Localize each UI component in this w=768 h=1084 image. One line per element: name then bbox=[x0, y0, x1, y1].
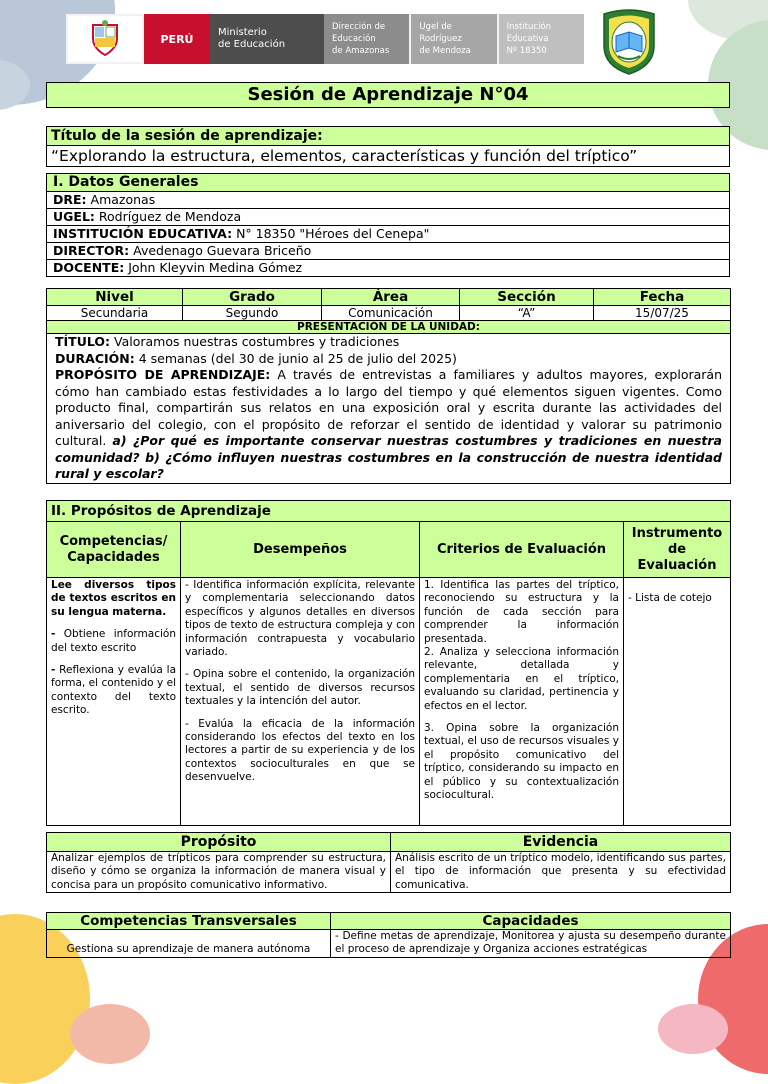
docente-value: John Kleyvin Medina Gómez bbox=[128, 260, 303, 275]
ministerio-label bbox=[210, 14, 324, 64]
ugel-value: Rodríguez de Mendoza bbox=[98, 209, 242, 224]
unit-questions: a) ¿Por qué es importante conservar nuestras costumbres y tradiciones en nuestra comunidad? b) ¿Cómo influyen nuestras costumbres en la construcción de nuestra identidad rural y escolar? bbox=[55, 433, 722, 481]
school-crest-icon bbox=[598, 6, 660, 76]
header-cell-institucion bbox=[497, 14, 584, 64]
desempeno-2: - Opina sobre el contenido, la organización textual, el sentido de diversos recursos textuales y la intención del autor. bbox=[185, 668, 415, 708]
criterio-3: 3. Opina sobre la organización textual, el uso de recursos visuales y el propósito comunicativo del tríptico, considerando su impacto en el público y su contextualización sociocultural. bbox=[424, 722, 619, 802]
header-cell-direccion bbox=[324, 14, 409, 64]
col-proposito: Propósito bbox=[47, 833, 391, 852]
transversal-capacidades: - Define metas de aprendizaje, Monitorea y ajusta su desempeño durante el proceso de aprendizaje y Organiza acciones estratégicas bbox=[331, 930, 731, 958]
unit-presentation-label: PRESENTACIÓN DE LA UNIDAD: bbox=[47, 321, 731, 334]
desempenos-cell bbox=[181, 578, 420, 826]
director-value: Avedenago Guevara Briceño bbox=[133, 243, 312, 258]
header-cell-ugel-line-2: de Mendoza bbox=[419, 46, 471, 56]
criterios-cell bbox=[420, 578, 624, 826]
peru-shield-icon bbox=[68, 16, 142, 62]
ugel-row bbox=[47, 209, 730, 226]
instrumento-cell: - Lista de cotejo bbox=[624, 578, 731, 826]
session-name-label: Título de la sesión de aprendizaje: bbox=[47, 127, 730, 146]
general-data-heading: I. Datos Generales bbox=[47, 174, 730, 192]
unit-duration-value: 4 semanas (del 30 de junio al 25 de julio del 2025) bbox=[138, 350, 457, 366]
general-data-table bbox=[46, 173, 730, 277]
dre-row bbox=[47, 192, 730, 209]
col-criterios: Criterios de Evaluación bbox=[420, 522, 624, 578]
capacidad-1 bbox=[51, 628, 176, 655]
value-fecha: 15/07/25 bbox=[594, 306, 731, 321]
col-capacidades: Capacidades bbox=[331, 913, 731, 930]
docente-row bbox=[47, 260, 730, 277]
value-area: Comunicación bbox=[322, 306, 460, 321]
unit-title-value: Valoramos nuestras costumbres y tradiciones bbox=[113, 334, 400, 349]
header-cell-direccion-line-2: de Amazonas bbox=[332, 46, 390, 56]
unit-title-label: TÍTULO: bbox=[55, 334, 110, 349]
col-instrumento: Instrumento de Evaluación bbox=[624, 522, 731, 578]
desempeno-3: - Evalúa la eficacia de la información considerando los efectos del texto en los lectores a partir de su experiencia y de los contextos socioculturales en que se desenvuelve. bbox=[185, 717, 415, 784]
unit-purpose-label: PROPÓSITO DE APRENDIZAJE: bbox=[55, 367, 271, 382]
proposito-text: Analizar ejemplos de trípticos para comprender su estructura, diseño y cómo se organiza la información de manera visual y concisa para un propósito comunicativo informativo. bbox=[47, 852, 391, 893]
transversal-table bbox=[46, 912, 731, 958]
ie-row bbox=[47, 226, 730, 243]
capacidad-1-text: Obtiene información del texto escrito bbox=[51, 628, 176, 654]
dre-label: DRE: bbox=[53, 192, 87, 207]
unit-presentation-text bbox=[47, 334, 731, 484]
header-nivel: Nivel bbox=[47, 289, 183, 306]
docente-label: DOCENTE: bbox=[53, 260, 125, 275]
learning-purposes-table bbox=[46, 500, 731, 826]
value-grado: Segundo bbox=[183, 306, 322, 321]
evidence-table bbox=[46, 832, 731, 893]
session-title: Sesión de Aprendizaje N°04 bbox=[46, 82, 730, 108]
header-fecha: Fecha bbox=[594, 289, 731, 306]
desempeno-1: - Identifica información explícita, relevante y complementaria seleccionando datos específicos y algunos detalles en diversos tipos de texto de estructura compleja y con información contrapuesta y vocabulario variado. bbox=[185, 579, 415, 659]
col-competencias: Competencias/ Capacidades bbox=[47, 522, 181, 578]
peru-label: PERÚ bbox=[144, 14, 210, 64]
header-cell-ugel bbox=[409, 14, 496, 64]
institution-header bbox=[66, 14, 584, 64]
competencia-text: Lee diversos tipos de textos escritos en su lengua materna. bbox=[51, 579, 176, 618]
decor-blob-peach bbox=[70, 1004, 150, 1064]
col-evidencia: Evidencia bbox=[391, 833, 731, 852]
learning-purposes-heading: II. Propósitos de Aprendizaje bbox=[47, 501, 731, 522]
header-cell-institucion-line-1: Institución Educativa bbox=[506, 22, 552, 44]
competencias-cell bbox=[47, 578, 181, 826]
capacidad-2-dash: - bbox=[51, 664, 56, 677]
header-cell-direccion-line-1: Dirección de Educación bbox=[332, 22, 386, 44]
capacidad-2 bbox=[51, 664, 176, 718]
evidencia-text: Análisis escrito de un tríptico modelo, identificando sus partes, el tipo de información que presenta y su efectividad comunicativa. bbox=[391, 852, 731, 893]
value-nivel: Secundaria bbox=[47, 306, 183, 321]
dre-value: Amazonas bbox=[90, 192, 156, 207]
header-cell-ugel-line-1: Ugel de Rodríguez bbox=[419, 22, 462, 44]
unit-purpose-value: A través de entrevistas a familiares y adultos mayores, explorarán cómo han cambiado estas festividades a lo largo del tiempo y qué elementos siguen vigentes. Como producto final, compartirán sus relatos en una exposición oral y escrita durante las actividades del aniversario del colegio, con el propósito de reforzar el sentido de identidad y valorar su patrimonio cultural. bbox=[55, 367, 722, 448]
unit-purpose-row bbox=[55, 367, 722, 483]
header-seccion: Sección bbox=[460, 289, 594, 306]
col-desempenos: Desempeños bbox=[181, 522, 420, 578]
header-area: Área bbox=[322, 289, 460, 306]
criterio-2: 2. Analiza y selecciona información relevante, detallada y complementaria en el tríptico, evaluando su claridad, pertinencia y efectos en el lector. bbox=[424, 646, 619, 712]
ministerio-line-2: de Educación bbox=[218, 39, 286, 50]
header-grado: Grado bbox=[183, 289, 322, 306]
session-name-value: “Explorando la estructura, elementos, características y función del tríptico” bbox=[47, 146, 730, 167]
header-cell-institucion-line-2: Nº 18350 bbox=[506, 46, 547, 56]
course-info-table bbox=[46, 288, 731, 484]
ugel-label: UGEL: bbox=[53, 209, 95, 224]
ie-label: INSTITUCIÓN EDUCATIVA: bbox=[53, 226, 233, 241]
unit-title-row bbox=[55, 334, 722, 351]
decor-blob-pink bbox=[658, 1004, 728, 1054]
director-row bbox=[47, 243, 730, 260]
value-seccion: “A” bbox=[460, 306, 594, 321]
unit-duration-row bbox=[55, 351, 722, 368]
transversal-competencia: Gestiona su aprendizaje de manera autónoma bbox=[47, 930, 331, 958]
director-label: DIRECTOR: bbox=[53, 243, 130, 258]
criterio-1: 1. Identifica las partes del tríptico, reconociendo su estructura y la función de cada sección para comprender la información presentada. bbox=[424, 579, 619, 645]
ie-value: N° 18350 "Héroes del Cenepa" bbox=[236, 226, 430, 241]
capacidad-2-text: Reflexiona y evalúa la forma, el contenido y el contexto del texto escrito. bbox=[51, 664, 177, 717]
ministerio-line-1: Ministerio bbox=[218, 27, 267, 38]
session-name-table bbox=[46, 126, 730, 167]
capacidad-1-dash: - bbox=[51, 628, 56, 641]
col-competencias-transversales: Competencias Transversales bbox=[47, 913, 331, 930]
unit-duration-label: DURACIÓN: bbox=[55, 350, 135, 366]
